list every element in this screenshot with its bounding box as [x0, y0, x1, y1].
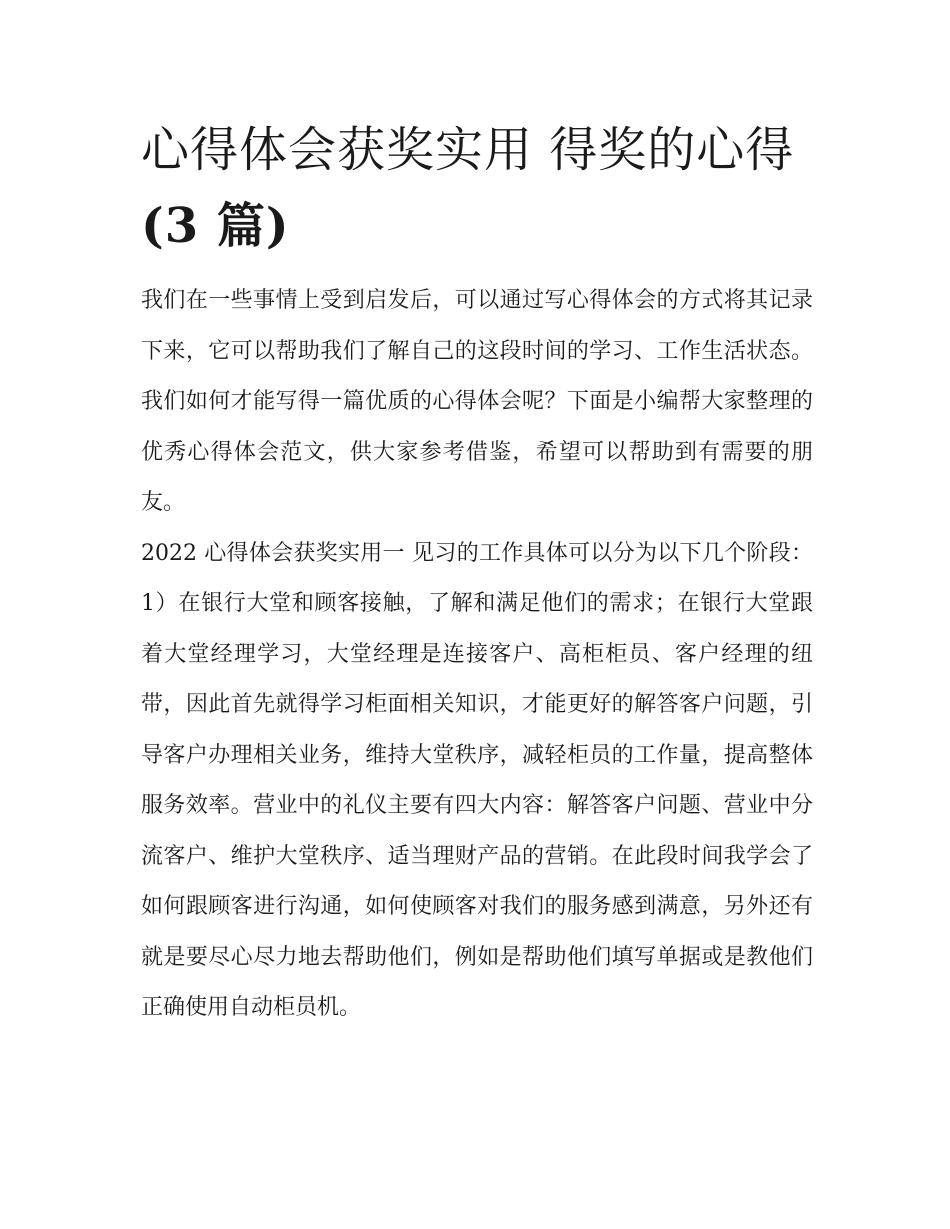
document-title-count: (3 篇)	[141, 198, 290, 254]
document-title	[141, 112, 813, 264]
body-paragraph: 2022 心得体会获奖实用一 见习的工作具体可以分为以下几个阶段：1）在银行大堂和顾客接触，了解和满足他们的需求；在银行大堂跟着大堂经理学习，大堂经理是连接客户、高柜柜员、客户经理的纽带，因此首先就得学习柜面相关知识，才能更好的解答客户问题，引导客户办理相关业务，维持大堂秩序，减轻柜员的工作量，提高整体服务效率。营业中的礼仪主要有四大内容：解答客户问题、营业中分流客户、维护大堂秩序、适当理财产品的营销。在此段时间我学会了如何跟顾客进行沟通，如何使顾客对我们的服务感到满意，另外还有就是要尽心尽力地去帮助他们，例如是帮助他们填写单据或是教他们正确使用自动柜员机。	[141, 540, 813, 1020]
intro-paragraph: 我们在一些事情上受到启发后，可以通过写心得体会的方式将其记录下来，它可以帮助我们了解自己的这段时间的学习、工作生活状态。我们如何才能写得一篇优质的心得体会呢？下面是小编帮大家整理的优秀心得体会范文，供大家参考借鉴，希望可以帮助到有需要的朋友。	[141, 288, 813, 515]
document-title-main: 心得体会获奖实用 得奖的心得	[141, 122, 795, 178]
document-content	[141, 112, 813, 1034]
